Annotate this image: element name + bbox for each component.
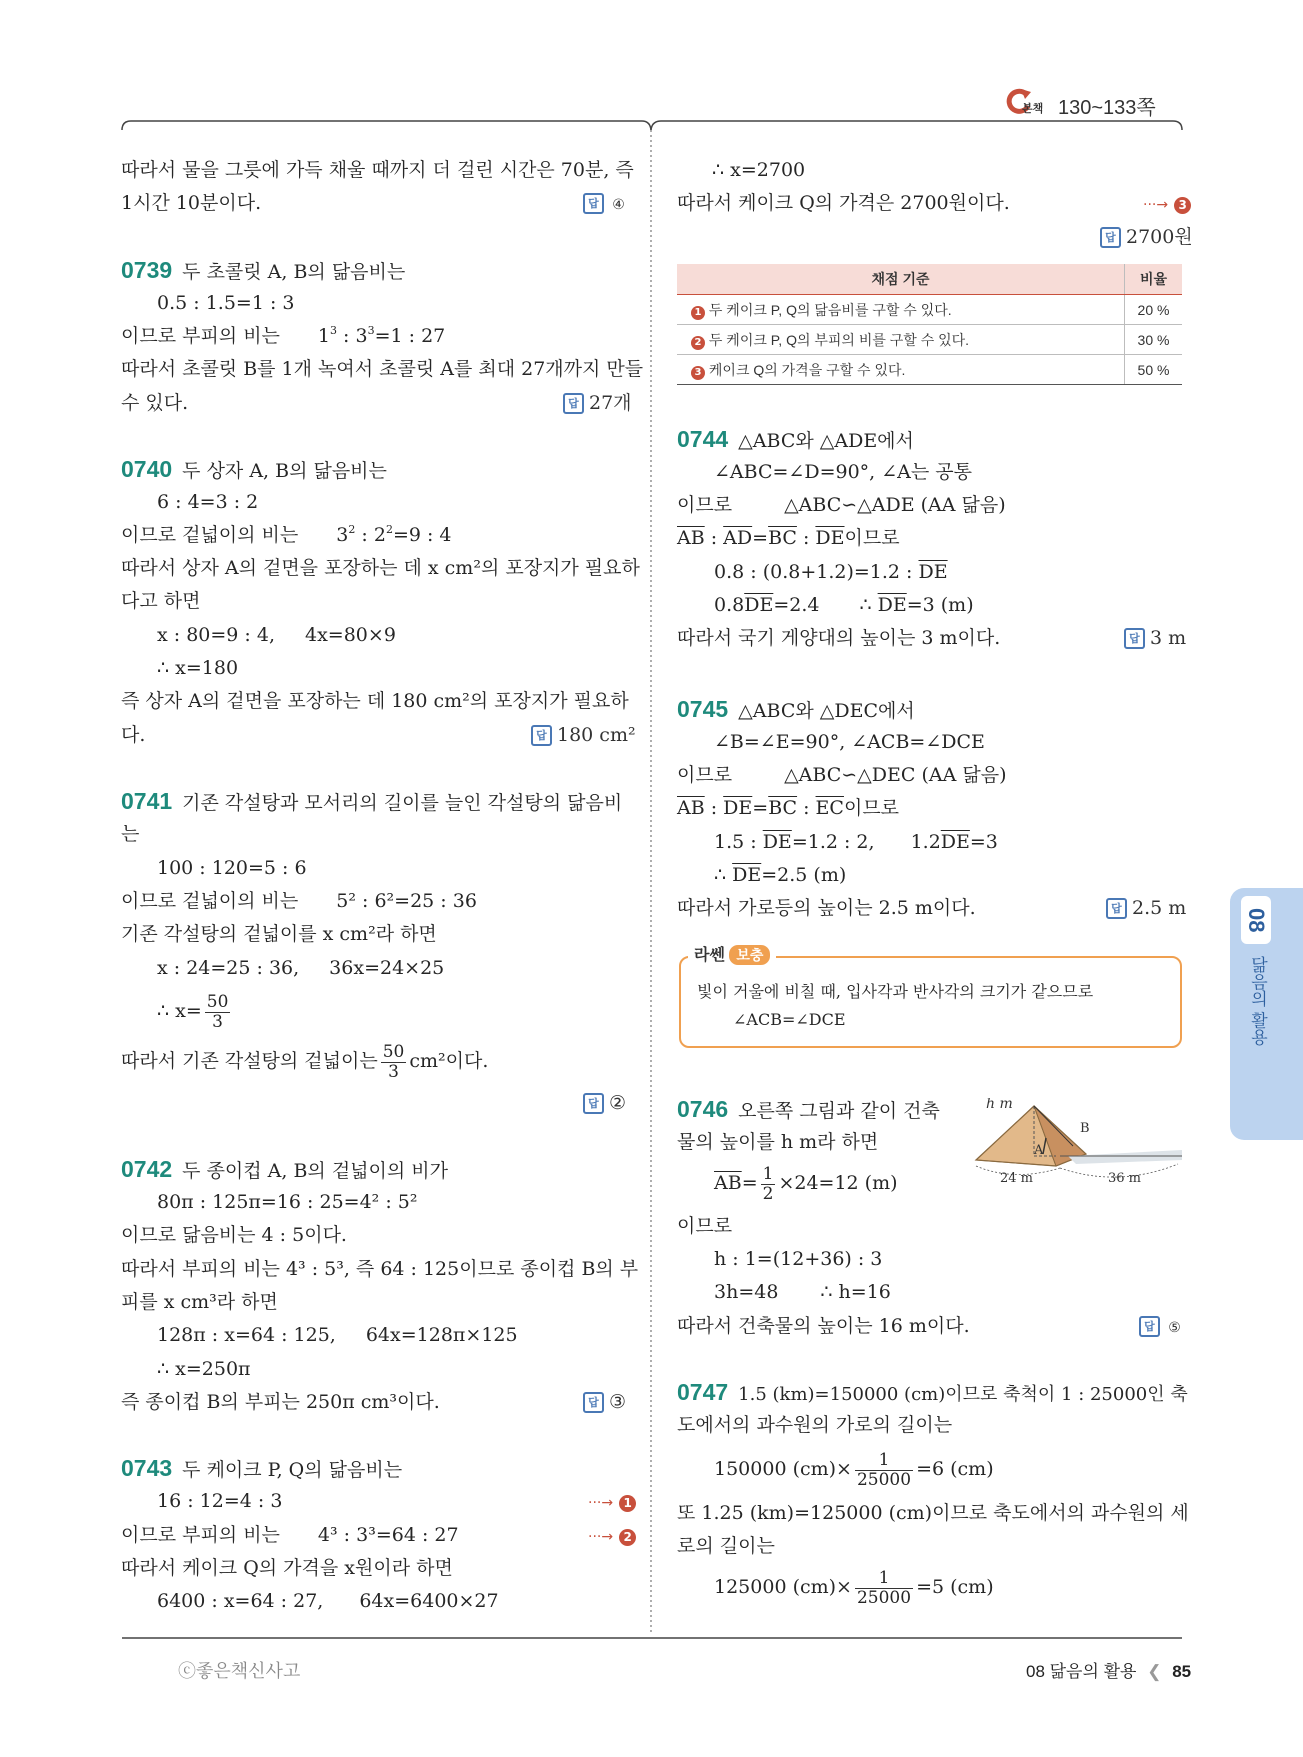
problem-text: 두 상자 A, B의 닮음비는 xyxy=(182,460,387,482)
text-line: 따라서 기존 각설탕의 겉넓이는 $\frac{50}{3}$ cm²이다. xyxy=(121,1041,489,1082)
problem-number: 0740 xyxy=(121,456,173,482)
equation: ∴ $\overline{DE}=2.5$ (m) xyxy=(714,864,847,886)
problem-text: 두 종이컵 A, B의 겉넓이의 비가 xyxy=(182,1160,448,1182)
fraction: $\frac{1}{25000}$ xyxy=(856,1449,912,1490)
text-line: 로의 길이는 xyxy=(677,1535,775,1557)
text-line: 따라서 국기 게양대의 높이는 3 m이다. xyxy=(677,627,1001,649)
answer-icon: 답 xyxy=(1106,898,1127,919)
problem-0747-line xyxy=(677,1380,1188,1407)
text-line: 수 있다. xyxy=(121,392,189,414)
page-number: 85 xyxy=(1172,1662,1192,1681)
problem-text: △ABC와 △ADE에서 xyxy=(738,430,914,452)
equation: 이므로 부피의 비는 4³ : 3³=64 : 27 xyxy=(121,1524,459,1546)
footer-chapter: 08 닮음의 활용 ❮ 85 xyxy=(1026,1662,1192,1681)
answer: 답 3 m xyxy=(1124,626,1186,650)
problem-text: 기존 각설탕과 모서리의 길이를 늘인 각설탕의 닮음비 xyxy=(182,792,623,814)
answer-icon: 답 xyxy=(1124,628,1145,649)
text-line: 다고 하면 xyxy=(121,590,201,612)
chapter-number: 08 xyxy=(1241,896,1271,944)
tip-line: 빛이 거울에 비칠 때, 입사각과 반사각의 크기가 같으므로 xyxy=(697,982,1094,1001)
supplement-label: 라쎈 보충 xyxy=(688,942,776,965)
equation: 100 : 120=5 : 6 xyxy=(157,857,307,879)
text-line: 따라서 케이크 Q의 가격을 x원이라 하면 xyxy=(121,1557,453,1579)
ratio-header: 비율 xyxy=(1125,264,1183,295)
answer: 답 ② xyxy=(583,1091,626,1115)
equation: 이므로 부피의 비는 $1^3$ : $3^3=1$ : 27 xyxy=(121,324,446,347)
problem-text: 두 케이크 P, Q의 닮음비는 xyxy=(182,1459,403,1481)
grading-criteria-table xyxy=(677,264,1182,385)
problem-number: 0741 xyxy=(121,788,173,814)
criteria-header: 채점 기준 xyxy=(677,264,1125,295)
step-marker-3: ···→ 3 xyxy=(1143,191,1191,217)
text-line: 도에서의 과수원의 가로의 길이는 xyxy=(677,1414,953,1436)
answer-icon: 답 xyxy=(1100,227,1121,248)
equation: ∴ x= $\frac{50}{3}$ xyxy=(157,991,229,1032)
problem-number: 0744 xyxy=(677,426,729,452)
text-line: 이므로 닮음비는 4 : 5이다. xyxy=(121,1224,347,1246)
answer-icon: 답 xyxy=(583,1093,604,1114)
pyramid-figure xyxy=(968,1098,1182,1188)
equation: 125000 (cm)× $\frac{1}{25000}$ =5 (cm) xyxy=(714,1567,994,1608)
criteria-row: 3 케이크 Q의 가격을 구할 수 있다. 50 % xyxy=(677,355,1182,385)
equation: 150000 (cm)× $\frac{1}{25000}$ =6 (cm) xyxy=(714,1449,994,1490)
equation: ∠ABC=∠D=90°, ∠A는 공통 xyxy=(714,461,972,483)
problem-0742-line xyxy=(121,1157,448,1183)
equation: 6 : 4=3 : 2 xyxy=(157,491,259,513)
answer xyxy=(583,191,628,215)
step-marker-1: ···→ 1 xyxy=(588,1489,636,1515)
equation: h : 1=(12+36) : 3 xyxy=(714,1248,883,1270)
fig-label-24m: 24 m xyxy=(1000,1171,1034,1186)
problem-text: 오른쪽 그림과 같이 건축 xyxy=(738,1100,940,1122)
footer-publisher: ⓒ좋은책신사고 xyxy=(178,1661,301,1681)
equation: x : 24=25 : 36, 36x=24×25 xyxy=(157,957,445,979)
tip-line: ∠ACB=∠DCE xyxy=(733,1010,846,1029)
problem-number: 0742 xyxy=(121,1156,173,1182)
criteria-row: 1 두 케이크 P, Q의 닮음비를 구할 수 있다. 20 % xyxy=(677,295,1182,325)
equation: 3h=48 ∴ h=16 xyxy=(714,1281,891,1303)
text-line: 다. xyxy=(121,724,146,746)
fraction: $\frac{1}{2}$ xyxy=(762,1163,774,1204)
text-line: 따라서 가로등의 높이는 2.5 m이다. xyxy=(677,897,976,919)
text-line: 따라서 상자 A의 겉면을 포장하는 데 x cm²의 포장지가 필요하 xyxy=(121,557,640,579)
problem-number: 0739 xyxy=(121,257,173,283)
equation: 80π : 125π=16 : 25=4² : 5² xyxy=(157,1191,418,1213)
equation: 이므로 겉넓이의 비는 5² : 6²=25 : 36 xyxy=(121,890,477,912)
answer: 답 ⑤ xyxy=(1139,1314,1184,1338)
text-line: 따라서 초콜릿 B를 1개 녹여서 초콜릿 A를 최대 27개까지 만들 xyxy=(121,358,644,380)
equation: 6400 : x=64 : 27, 64x=6400×27 xyxy=(157,1590,499,1612)
equation: 이므로 △ABC∽△DEC (AA 닮음) xyxy=(677,764,1007,786)
text-line: 피를 x cm³라 하면 xyxy=(121,1291,278,1313)
equation: x : 80=9 : 4, 4x=80×9 xyxy=(157,624,396,646)
answer: 답 2.5 m xyxy=(1106,896,1186,920)
problem-number: 0743 xyxy=(121,1455,173,1481)
supplement-badge: 보충 xyxy=(729,945,770,965)
fraction: $\frac{50}{3}$ xyxy=(382,1041,405,1082)
answer: 답 2700원 xyxy=(1100,225,1193,249)
equation: $\overline{AB}$ : $\overline{AD}=\overline{BC}$ : $\overline{DE}$이므로 xyxy=(677,527,900,549)
fig-label-36m: 36 m xyxy=(1108,1171,1142,1186)
equation: 이므로 겉넓이의 비는 $3^2$ : $2^2=9$ : 4 xyxy=(121,523,452,546)
equation: 0.5 : 1.5=1 : 3 xyxy=(157,292,295,314)
text-line: 즉 종이컵 B의 부피는 250π cm³이다. xyxy=(121,1391,440,1413)
answer-icon: 답 xyxy=(583,1392,604,1413)
text-line: 따라서 건축물의 높이는 16 m이다. xyxy=(677,1315,970,1337)
answer-icon: 답 xyxy=(531,725,552,746)
fig-label-b: B xyxy=(1080,1121,1090,1136)
text-line: 따라서 부피의 비는 4³ : 5³, 즉 64 : 125이므로 종이컵 B의 부 xyxy=(121,1258,639,1280)
fig-label-a: A xyxy=(1034,1143,1044,1158)
problem-0739-line xyxy=(121,258,405,284)
step-marker-2: ···→ 2 xyxy=(588,1523,636,1549)
text-line: 이므로 xyxy=(677,1215,733,1237)
problem-text: △ABC와 △DEC에서 xyxy=(738,700,915,722)
criteria-row: 2 두 케이크 P, Q의 부피의 비를 구할 수 있다. 30 % xyxy=(677,325,1182,355)
text-line: 는 xyxy=(121,823,140,845)
problem-0745-line xyxy=(677,697,915,723)
fig-label-h: h m xyxy=(986,1098,1013,1112)
answer-icon: 답 xyxy=(583,193,604,214)
problem-number: 0745 xyxy=(677,696,729,722)
answer: 답 180 cm² xyxy=(531,723,636,747)
equation: ∴ x=250π xyxy=(157,1358,251,1380)
equation: $0.8\overline{DE}=2.4$ ∴ $\overline{DE}=3$ (m) xyxy=(714,594,974,616)
equation: $\overline{AB}$ : $\overline{DE}=\overline{BC}$ : $\overline{EC}$이므로 xyxy=(677,797,900,819)
header-tag: 본책 xyxy=(1022,103,1044,115)
problem-0741-line xyxy=(121,789,622,815)
text-line: 물의 높이를 h m라 하면 xyxy=(677,1131,879,1153)
problem-0743-line xyxy=(121,1456,402,1482)
equation: 이므로 △ABC∽△ADE (AA 닮음) xyxy=(677,494,1006,516)
header-pages: 130~133쪽 xyxy=(1058,97,1156,119)
problem-text: 1.5 (km)=150000 (cm)이므로 축척이 1 : 25000인 축 xyxy=(738,1384,1188,1405)
text-line: 즉 상자 A의 겉면을 포장하는 데 180 cm²의 포장지가 필요하 xyxy=(121,690,629,712)
equation: ∴ x=2700 xyxy=(712,159,806,181)
equation: $\overline{AB}=$ $\frac{1}{2}$ ×24=12 (m) xyxy=(714,1163,898,1204)
problem-0744-line xyxy=(677,427,914,453)
fraction: $\frac{1}{25000}$ xyxy=(856,1567,912,1608)
answer: 답 27개 xyxy=(563,391,632,415)
fraction: $\frac{50}{3}$ xyxy=(206,991,229,1032)
intro-line: 따라서 물을 그릇에 가득 채울 때까지 더 걸린 시간은 70분, 즉 xyxy=(121,159,634,181)
problem-number: 0746 xyxy=(677,1096,729,1122)
answer-icon: 답 xyxy=(1139,1316,1160,1337)
problem-text: 두 초콜릿 A, B의 닮음비는 xyxy=(182,261,406,283)
intro-line: 1시간 10분이다. xyxy=(121,192,262,214)
text-line: 또 1.25 (km)=125000 (cm)이므로 축도에서의 과수원의 세 xyxy=(677,1502,1189,1524)
text-line: 기존 각설탕의 겉넓이를 x cm²라 하면 xyxy=(121,923,437,945)
chapter-title: 닮음의 활용 xyxy=(1248,956,1267,1046)
text-line: 따라서 케이크 Q의 가격은 2700원이다. xyxy=(677,192,1010,214)
chapter-side-tab[interactable] xyxy=(1230,888,1303,1140)
equation: 16 : 12=4 : 3 xyxy=(157,1490,283,1512)
problem-0746-line xyxy=(677,1097,940,1123)
equation: 1.5 : $\overline{DE}=1.2$ : 2, $1.2\overline{DE}=3$ xyxy=(714,831,998,853)
answer-value: ④ xyxy=(612,197,625,213)
equation: 0.8 : (0.8+1.2)=1.2 : $\overline{DE}$ xyxy=(714,561,948,583)
equation: ∴ x=180 xyxy=(157,657,239,679)
problem-number: 0747 xyxy=(677,1379,729,1405)
chevron-left-icon: ❮ xyxy=(1147,1662,1162,1681)
problem-0740-line xyxy=(121,457,387,483)
equation: 128π : x=64 : 125, 64x=128π×125 xyxy=(157,1324,518,1346)
equation: ∠B=∠E=90°, ∠ACB=∠DCE xyxy=(714,731,985,753)
answer-icon: 답 xyxy=(563,393,584,414)
answer: 답 ③ xyxy=(583,1390,626,1414)
